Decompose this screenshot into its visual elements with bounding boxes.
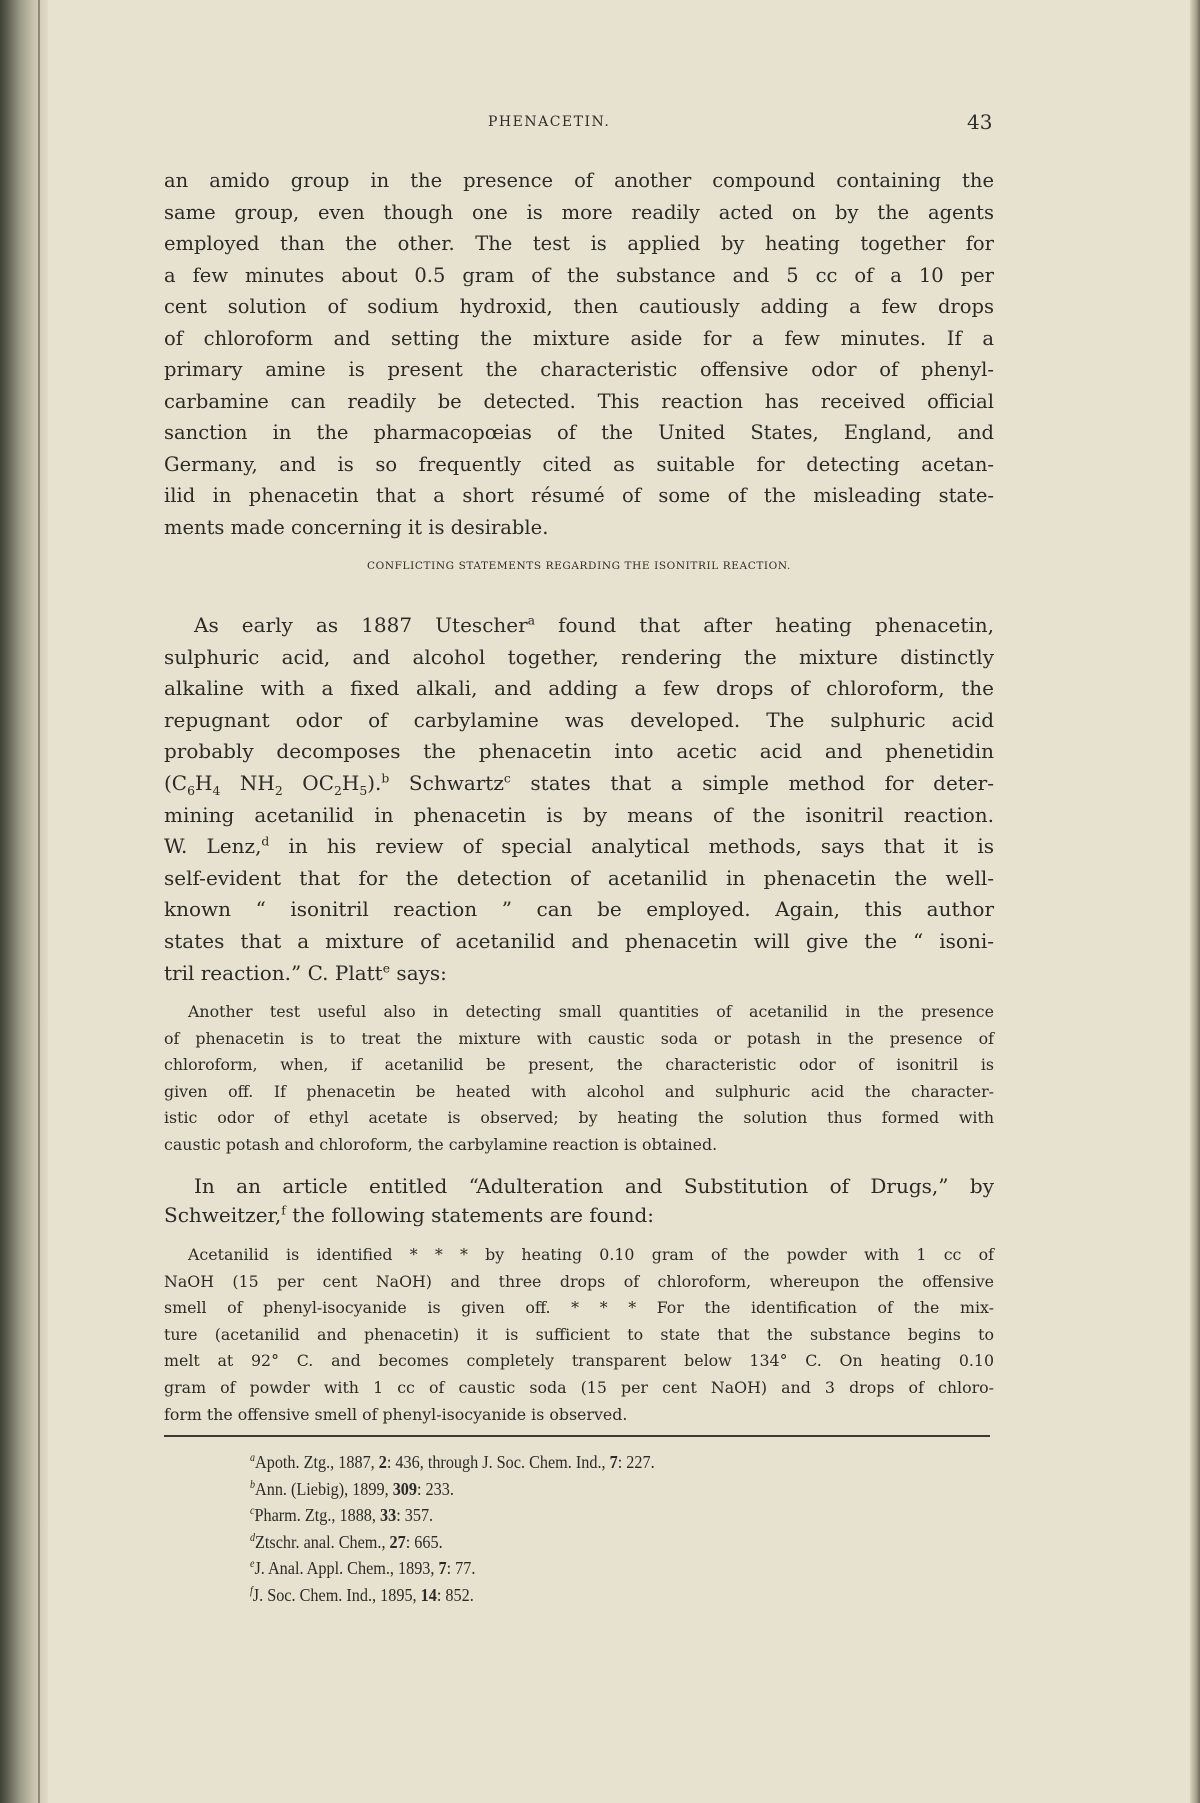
subscript: 2 [334,782,342,798]
text-segment: : 665. [405,1531,443,1552]
text-segment: employed than the other. The test is applied by heating together for [164,232,994,255]
volume-number: 33 [380,1505,397,1526]
text-segment: melt at 92° C. and becomes completely transparent below 134° C. On heating 0.10 [164,1351,994,1371]
text-segment: given off. If phenacetin be heated with alcohol and sulphuric acid the character- [164,1081,994,1101]
text-segment: : 436, through J. Soc. Chem. Ind., [386,1452,610,1472]
text-line [164,417,994,449]
text-line [164,354,994,386]
text-line [164,642,994,674]
text-line [164,800,994,832]
footnote-reference: a [527,612,536,628]
text-line [164,1079,994,1106]
footnote [250,1555,655,1582]
text-segment: ture (acetanilid and phenacetin) it is sufficient to state that the substance begins to [164,1324,994,1344]
text-segment: sulphuric acid, and alcohol together, rendering the mixture distinctly [164,644,994,669]
text-line [164,768,994,800]
text-segment: cent solution of sodium hydroxid, then cautiously adding a few drops [164,295,994,318]
volume-number: 7 [609,1452,618,1472]
text-line [164,449,994,481]
book-binding-edge [0,0,48,1803]
text-segment: alkaline with a fixed alkali, and adding a few drops of chloroform, the [164,676,994,701]
text-line [164,1026,994,1053]
text-segment: ilid in phenacetin that a short résumé of some of the misleading state- [164,484,994,507]
text-line [164,1201,994,1230]
footnote-marker: f [250,1584,253,1597]
text-segment: form the offensive smell of phenyl-isocyanide is observed. [164,1404,628,1424]
text-line [164,291,994,323]
text-segment: ). [367,770,382,795]
text-segment: in his review of special analytical methods, says that it is [269,834,994,859]
text-segment: repugnant odor of carbylamine was developed. The sulphuric acid [164,707,994,732]
footnotes [250,1449,700,1609]
text-line [164,705,994,737]
text-segment: NaOH (15 per cent NaOH) and three drops of chloroform, whereupon the offensive [164,1271,994,1291]
text-line [164,1132,994,1159]
footnote [250,1582,655,1609]
text-segment: H [195,770,213,795]
text-line [164,512,994,544]
text-segment: probably decomposes the phenacetin into acetic acid and phenetidin [164,739,994,764]
text-segment: (C [164,770,188,795]
text-segment: sanction in the pharmacopœias of the United States, England, and [164,421,994,444]
text-line [164,323,994,355]
text-line [164,831,994,863]
text-line [164,894,994,926]
footnote [250,1476,655,1503]
text-segment: found that after heating phenacetin, [535,613,994,637]
subscript: 2 [274,782,283,798]
text-line [164,386,994,418]
text-segment: chloroform, when, if acetanilid be present, the characteristic odor of isonitril is [164,1055,994,1075]
text-segment: a few minutes about 0.5 gram of the substance and 5 cc of a 10 per [164,263,994,287]
text-segment: gram of powder with 1 cc of caustic soda (15 per cent NaOH) and 3 drops of chloro- [164,1377,994,1397]
text-segment: W. Lenz, [164,834,262,859]
paragraph-schweitzer [164,1172,994,1230]
text-segment: the following statements are found: [285,1203,655,1227]
page-right-edge [1190,0,1200,1803]
text-segment: Schwartz [389,770,504,795]
text-segment: J. Anal. Appl. Chem., 1893, [254,1558,439,1579]
footnote-marker: e [250,1558,255,1571]
text-segment: known “ isonitril reaction ” can be employed. Again, this author [164,897,994,922]
text-line [164,480,994,512]
footnote [250,1529,655,1556]
text-segment: Pharm. Ztg., 1888, [254,1505,381,1526]
text-line [164,926,994,958]
text-segment: mining acetanilid in phenacetin is by means of the isonitril reaction. [164,802,994,827]
quote-platt [164,999,994,1159]
quote-schweitzer [164,1242,994,1428]
text-segment: primary amine is present the characteristic offensive odor of phenyl- [164,358,994,381]
volume-number: 2 [378,1452,387,1472]
footnote-marker: d [250,1531,256,1544]
text-segment: OC [282,770,335,795]
text-segment: Germany, and is so frequently cited as suitable for detecting acetan- [164,452,994,476]
section-heading: CONFLICTING STATEMENTS REGARDING THE ISONITRIL REACTION. [367,560,791,572]
text-segment: Ann. (Liebig), 1899, [255,1478,393,1499]
text-segment: Ztschr. anal. Chem., [255,1531,390,1552]
text-segment: of chloroform and setting the mixture aside for a few minutes. If a [164,326,994,350]
subscript: 5 [359,782,368,798]
volume-number: 7 [438,1558,447,1579]
footnote [250,1449,655,1476]
text-segment: : 233. [417,1478,454,1499]
volume-number: 27 [389,1531,406,1552]
text-line [164,1375,994,1402]
page-number: 43 [967,110,993,134]
text-segment: Apoth. Ztg., 1887, [255,1452,379,1472]
text-segment: an amido group in the presence of another compound containing the [164,169,994,192]
text-segment: J. Soc. Chem. Ind., 1895, [252,1584,421,1605]
text-segment: Another test useful also in detecting small quantities of acetanilid in the presence [188,1002,994,1021]
text-segment: states that a simple method for deter- [510,770,994,795]
text-line [164,1105,994,1132]
text-segment: : 852. [436,1584,474,1605]
text-segment: states that a mixture of acetanilid and phenacetin will give the “ isoni- [164,928,994,953]
volume-number: 309 [392,1478,418,1499]
text-segment: caustic potash and chloroform, the carbylamine reaction is obtained. [164,1134,718,1154]
text-line [164,610,994,642]
text-line [164,1172,994,1201]
running-header-title: PHENACETIN. [488,114,611,130]
text-segment: : 227. [617,1452,655,1472]
volume-number: 14 [420,1584,437,1605]
text-segment: In an article entitled “Adulteration and Substitution of Drugs,” by [194,1174,994,1198]
subscript: 6 [187,782,195,798]
text-line [164,260,994,292]
text-line [164,958,994,990]
text-line [164,673,994,705]
text-segment: tril reaction.” C. Platt [164,960,383,985]
paragraph-amido-test [164,165,994,543]
footnote-reference: d [261,833,270,849]
footnote [250,1502,655,1529]
text-line [164,1052,994,1079]
text-line [164,197,994,229]
footnote-marker: b [250,1478,256,1491]
text-segment: : 357. [396,1505,434,1526]
footnote-reference: e [382,959,391,975]
text-segment: carbamine can readily be detected. This reaction has received official [164,389,994,413]
text-segment: Acetanilid is identified * * * by heating 0.10 gram of the powder with 1 cc of [188,1245,994,1264]
text-segment: smell of phenyl-isocyanide is given off. * * * For the identification of the mix- [164,1298,994,1318]
text-segment: As early as 1887 Utescher [194,613,528,637]
footnote-reference: f [281,1202,286,1218]
text-segment: self-evident that for the detection of acetanilid in phenacetin the well- [164,865,994,890]
footnote-marker: a [250,1452,256,1464]
footnote-reference: b [381,770,390,786]
paragraph-utescher [164,610,994,989]
text-segment: Schweitzer, [164,1203,282,1227]
text-line [164,1348,994,1375]
text-line [164,1295,994,1322]
text-segment: ments made concerning it is desirable. [164,515,549,539]
text-line [164,1402,994,1429]
text-segment: says: [390,960,447,985]
text-segment: of phenacetin is to treat the mixture with caustic soda or potash in the presence of [164,1028,994,1048]
subscript: 4 [212,782,221,798]
text-segment: istic odor of ethyl acetate is observed; by heating the solution thus formed with [164,1108,994,1128]
text-segment: NH [220,770,275,795]
footnote-divider [164,1435,990,1437]
text-line [164,999,994,1026]
text-line [164,165,994,197]
footnote-marker: c [250,1505,255,1518]
text-line [164,736,994,768]
text-line [164,1322,994,1349]
text-line [164,228,994,260]
text-line [164,1269,994,1296]
text-line [164,1242,994,1269]
footnote-reference: c [503,770,511,786]
text-line [164,863,994,895]
text-segment: same group, even though one is more readily acted on by the agents [164,200,994,224]
text-segment: H [341,770,360,795]
text-segment: : 77. [446,1558,476,1579]
